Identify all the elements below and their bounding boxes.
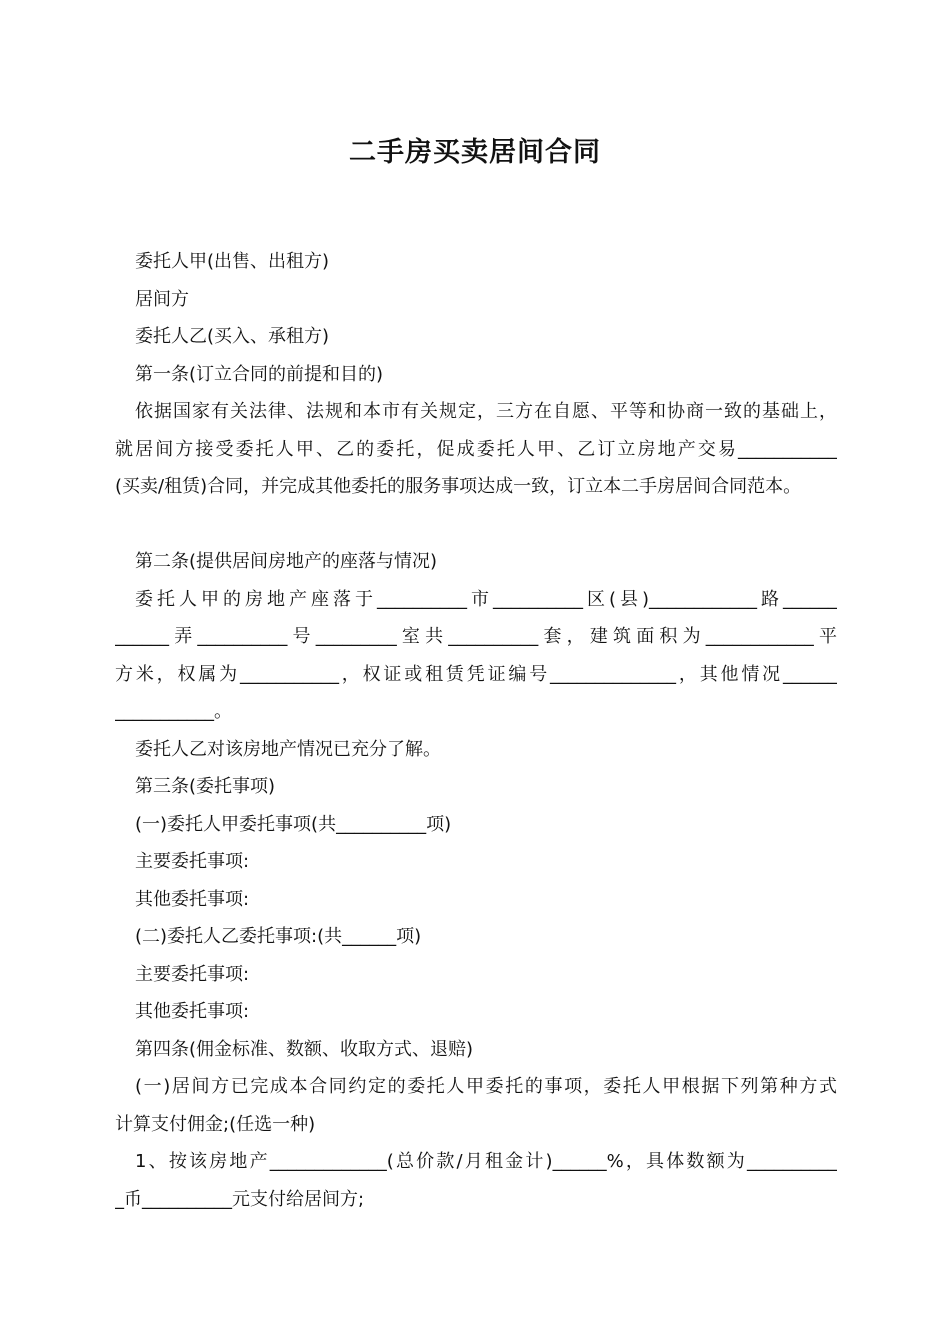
paragraph-gap	[115, 506, 837, 544]
other-entrusted-items: 其他委托事项:	[135, 888, 250, 910]
main-entrusted-items: 主要委托事项:	[135, 963, 250, 985]
intermediary-label: 居间方	[135, 288, 189, 310]
article-4-paragraph: (一)居间方已完成本合同约定的委托人甲委托的事项，委托人甲根据下列第种方式	[135, 1076, 837, 1097]
article-3-heading: 第三条(委托事项)	[135, 776, 276, 797]
article-2-paragraph: ______弄__________号_________室共__________套，建筑面积为____________平	[115, 626, 837, 647]
article-4-paragraph: 计算支付佣金;(任选一种)	[115, 1113, 316, 1135]
article-1-paragraph: 依据国家有关法律、法规和本市有关规定，三方在自愿、平等和协商一致的基础上，	[135, 401, 837, 422]
document-body	[115, 243, 837, 1218]
article-2-paragraph: ___________。	[115, 701, 232, 722]
party-b-entrusted-items: (二)委托人乙委托事项:(共______项)	[135, 926, 422, 947]
article-2-paragraph: 方米，权属为___________，权证或租赁凭证编号______________，其他情况______	[115, 663, 837, 685]
party-a-entrusted-items: (一)委托人甲委托事项(共__________项)	[135, 813, 452, 835]
article-1-paragraph: (买卖/租赁)合同，并完成其他委托的服务事项达成一致，订立本二手房居间合同范本。	[115, 476, 802, 497]
other-entrusted-items: 其他委托事项:	[135, 1001, 250, 1022]
party-a-label: 委托人甲(出售、出租方)	[135, 251, 330, 272]
party-b-label: 委托人乙(买入、承租方)	[135, 326, 330, 347]
article-2-heading: 第二条(提供居间房地产的座落与情况)	[135, 551, 438, 572]
article-1-heading: 第一条(订立合同的前提和目的)	[135, 363, 384, 385]
article-4-heading: 第四条(佣金标准、数额、收取方式、退赔)	[135, 1038, 474, 1060]
article-2-note: 委托人乙对该房地产情况已充分了解。	[135, 738, 441, 760]
commission-option-1: _币__________元支付给居间方;	[115, 1188, 365, 1210]
article-2-paragraph: 委托人甲的房地产座落于__________市__________区(县)____________路______	[135, 588, 837, 610]
article-1-paragraph: 就居间方接受委托人甲、乙的委托，促成委托人甲、乙订立房地产交易___________	[115, 438, 837, 460]
commission-option-1: 1、按该房地产_____________(总价款/月租金计)______%，具体数额为__________	[135, 1151, 837, 1172]
document-title: 二手房买卖居间合同	[349, 137, 601, 168]
main-entrusted-items: 主要委托事项:	[135, 851, 250, 872]
